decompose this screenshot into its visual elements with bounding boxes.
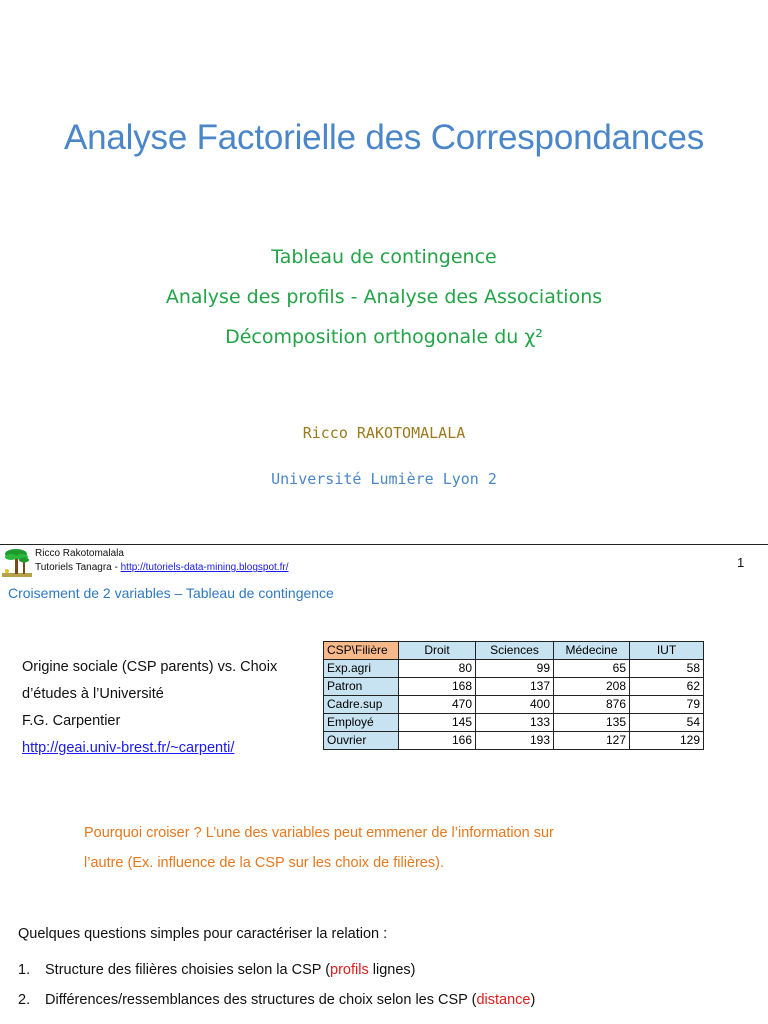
- list-item: [18, 955, 535, 985]
- table-cell: 145: [399, 714, 476, 732]
- slide-heading: Croisement de 2 variables – Tableau de contingence: [8, 585, 334, 601]
- list-highlight: profils: [330, 962, 369, 978]
- table-cell: 54: [630, 714, 704, 732]
- table-cell: 168: [399, 678, 476, 696]
- table-cell: 129: [630, 732, 704, 750]
- questions-intro: Quelques questions simples pour caractériser la relation :: [18, 926, 388, 942]
- column-header: Droit: [399, 642, 476, 660]
- list-highlight: distance: [476, 992, 531, 1008]
- list-text: Structure des filières choisies selon la CSP (: [45, 962, 331, 978]
- university-name: Université Lumière Lyon 2: [271, 470, 497, 488]
- table-cell: 137: [476, 678, 554, 696]
- table-row: [324, 732, 704, 750]
- column-header: Sciences: [476, 642, 554, 660]
- description-line-1: Origine sociale (CSP parents) vs. Choix: [22, 659, 278, 675]
- blog-link[interactable]: http://tutoriels-data-mining.blogspot.fr/: [120, 562, 289, 573]
- header-author: Ricco Rakotomalala: [35, 548, 124, 559]
- table-cell: 876: [554, 696, 630, 714]
- table-cell: 166: [399, 732, 476, 750]
- description-line-3: F.G. Carpentier: [22, 713, 121, 729]
- table-cell: 133: [476, 714, 554, 732]
- table-cell: 470: [399, 696, 476, 714]
- table-cell: 58: [630, 660, 704, 678]
- header-site-prefix: Tutoriels Tanagra -: [35, 562, 121, 573]
- list-number: 1.: [18, 962, 31, 978]
- author-name: Ricco RAKOTOMALALA: [302, 424, 466, 442]
- table-cell: 193: [476, 732, 554, 750]
- table-row: [324, 678, 704, 696]
- row-header: Ouvrier: [324, 732, 399, 750]
- subtitle-line-1: Tableau de contingence: [271, 246, 497, 268]
- description-line-2: d’études à l’Université: [22, 686, 164, 702]
- table-cell: 99: [476, 660, 554, 678]
- column-header: IUT: [630, 642, 704, 660]
- column-header: Médecine: [554, 642, 630, 660]
- table-cell: 65: [554, 660, 630, 678]
- source-link[interactable]: http://geai.univ-brest.fr/~carpenti/: [22, 740, 235, 756]
- contingency-table: [323, 641, 704, 750]
- row-header: Cadre.sup: [324, 696, 399, 714]
- question-line-1: Pourquoi croiser ? L’une des variables peut emmener de l’information sur: [84, 825, 554, 841]
- row-header: Exp.agri: [324, 660, 399, 678]
- table-cell: 79: [630, 696, 704, 714]
- row-header: Employé: [324, 714, 399, 732]
- slide-title: Analyse Factorielle des Correspondances: [63, 118, 705, 157]
- table-cell: 80: [399, 660, 476, 678]
- list-item: [18, 985, 535, 1015]
- list-text: Différences/ressemblances des structures de choix selon les CSP (: [45, 992, 477, 1008]
- table-row: [324, 696, 704, 714]
- question-list: [18, 955, 535, 1015]
- table-cell: 135: [554, 714, 630, 732]
- table-header-row: [324, 642, 704, 660]
- table-cell: 127: [554, 732, 630, 750]
- list-text-end: lignes): [368, 962, 416, 978]
- question-line-2: l’autre (Ex. influence de la CSP sur les choix de filières).: [84, 855, 444, 871]
- list-number: 2.: [18, 992, 31, 1008]
- subtitle-line-2: Analyse des profils - Analyse des Associations: [165, 286, 603, 308]
- subtitle-line-3: Décomposition orthogonale du χ²: [225, 326, 543, 348]
- dataset-description: [22, 654, 277, 762]
- table-cell: 62: [630, 678, 704, 696]
- table-cell: 208: [554, 678, 630, 696]
- table-cell: 400: [476, 696, 554, 714]
- table-corner-header: CSP\Filière: [324, 642, 399, 660]
- motivation-question: [84, 818, 724, 878]
- table-row: [324, 660, 704, 678]
- palm-tree-logo-icon: [2, 545, 32, 577]
- table-row: [324, 714, 704, 732]
- row-header: Patron: [324, 678, 399, 696]
- list-text-end: ): [530, 992, 536, 1008]
- page-number: 1: [737, 555, 745, 570]
- slide-separator: [0, 544, 768, 545]
- header-site: [35, 561, 288, 574]
